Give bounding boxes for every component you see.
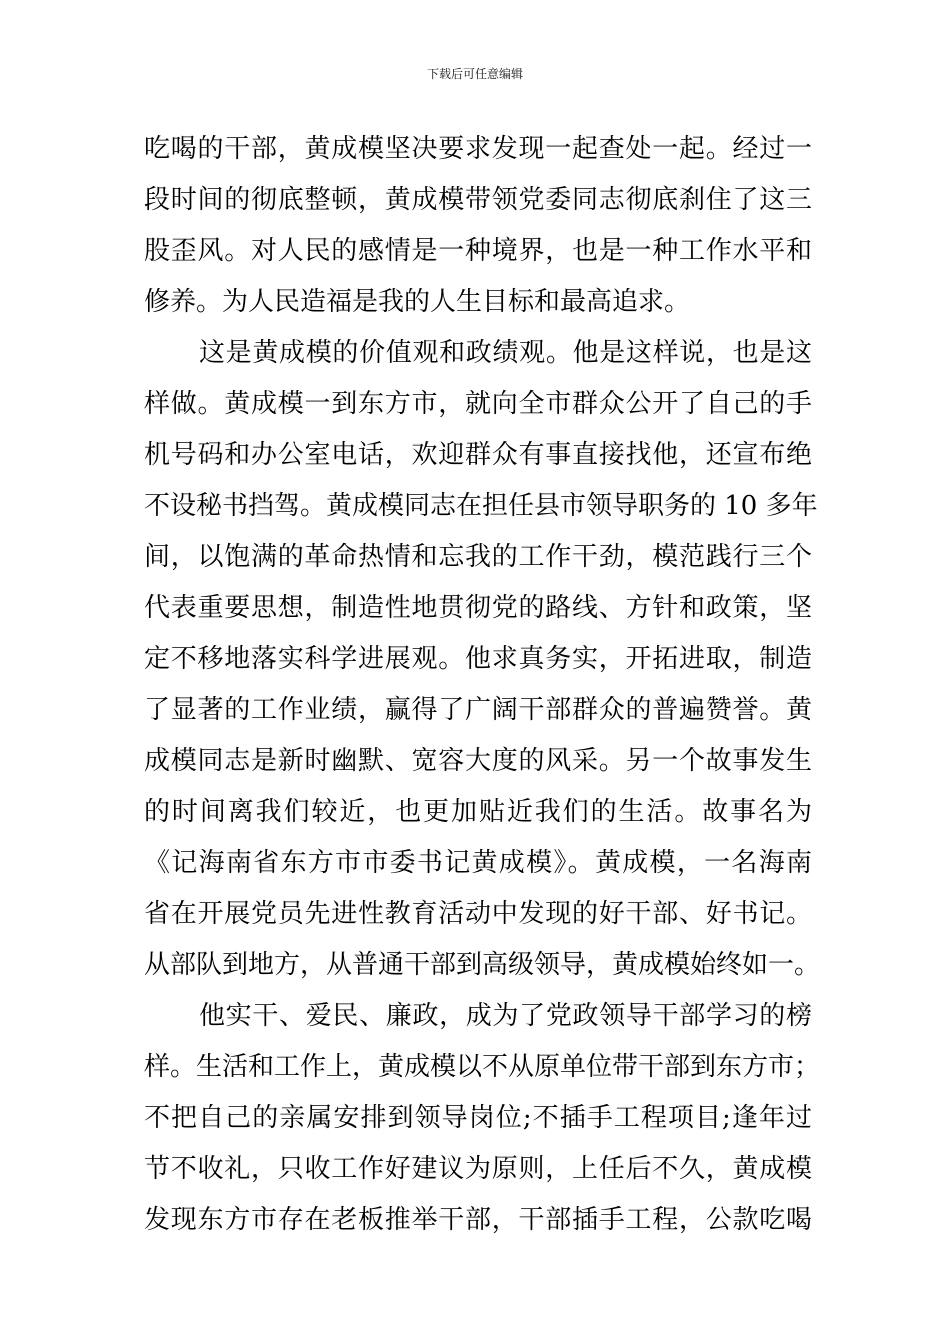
- text-line: 机号码和办公室电话，欢迎群众有事直接找他，还宣布绝: [144, 440, 812, 470]
- text-line: 样做。黄成模一到东方市，就向全市群众公开了自己的手: [144, 389, 812, 419]
- text-line: 股歪风。对人民的感情是一种境界，也是一种工作水平和: [144, 236, 812, 266]
- text-line: 节不收礼，只收工作好建议为原则，上任后不久，黄成模: [144, 1154, 812, 1184]
- text-line: 不设秘书挡驾。黄成模同志在担任县市领导职务的 10 多年: [144, 491, 818, 521]
- text-line: 《记海南省东方市市委书记黄成模》。黄成模，一名海南: [144, 848, 812, 878]
- text-line: 了显著的工作业绩，赢得了广阔干部群众的普遍赞誉。黄: [144, 695, 812, 725]
- text-line: 发现东方市存在老板推举干部，干部插手工程，公款吃喝: [144, 1205, 812, 1235]
- text-line: 样。生活和工作上，黄成模以不从原单位带干部到东方市；: [144, 1052, 821, 1082]
- text-line: 修养。为人民造福是我的人生目标和最高追求。: [144, 287, 691, 317]
- text-line: 代表重要思想，制造性地贯彻党的路线、方针和政策，坚: [144, 593, 812, 623]
- text-line: 吃喝的干部，黄成模坚决要求发现一起查处一起。经过一: [144, 134, 812, 164]
- text-line: 成模同志是新时幽默、宽容大度的风采。另一个故事发生: [144, 746, 812, 776]
- text-line: 段时间的彻底整顿，黄成模带领党委同志彻底刹住了这三: [144, 185, 812, 215]
- text-line: 省在开展党员先进性教育活动中发现的好干部、好书记。: [144, 899, 812, 929]
- text-line: 间，以饱满的革命热情和忘我的工作干劲，模范践行三个: [144, 542, 812, 572]
- text-line: 从部队到地方，从普通干部到高级领导，黄成模始终如一。: [144, 950, 821, 980]
- text-line: 不把自己的亲属安排到领导岗位;不插手工程项目;逢年过: [144, 1103, 812, 1133]
- document-body: [144, 124, 821, 1246]
- paragraph-start-line: 这是黄成模的价值观和政绩观。他是这样说，也是这: [199, 338, 812, 368]
- page-header-note: 下载后可任意编辑: [426, 67, 523, 81]
- paragraph-start-line: 他实干、爱民、廉政，成为了党政领导干部学习的榜: [199, 1001, 812, 1031]
- text-line: 定不移地落实科学进展观。他求真务实，开拓进取，制造: [144, 644, 812, 674]
- text-line: 的时间离我们较近，也更加贴近我们的生活。故事名为: [144, 797, 812, 827]
